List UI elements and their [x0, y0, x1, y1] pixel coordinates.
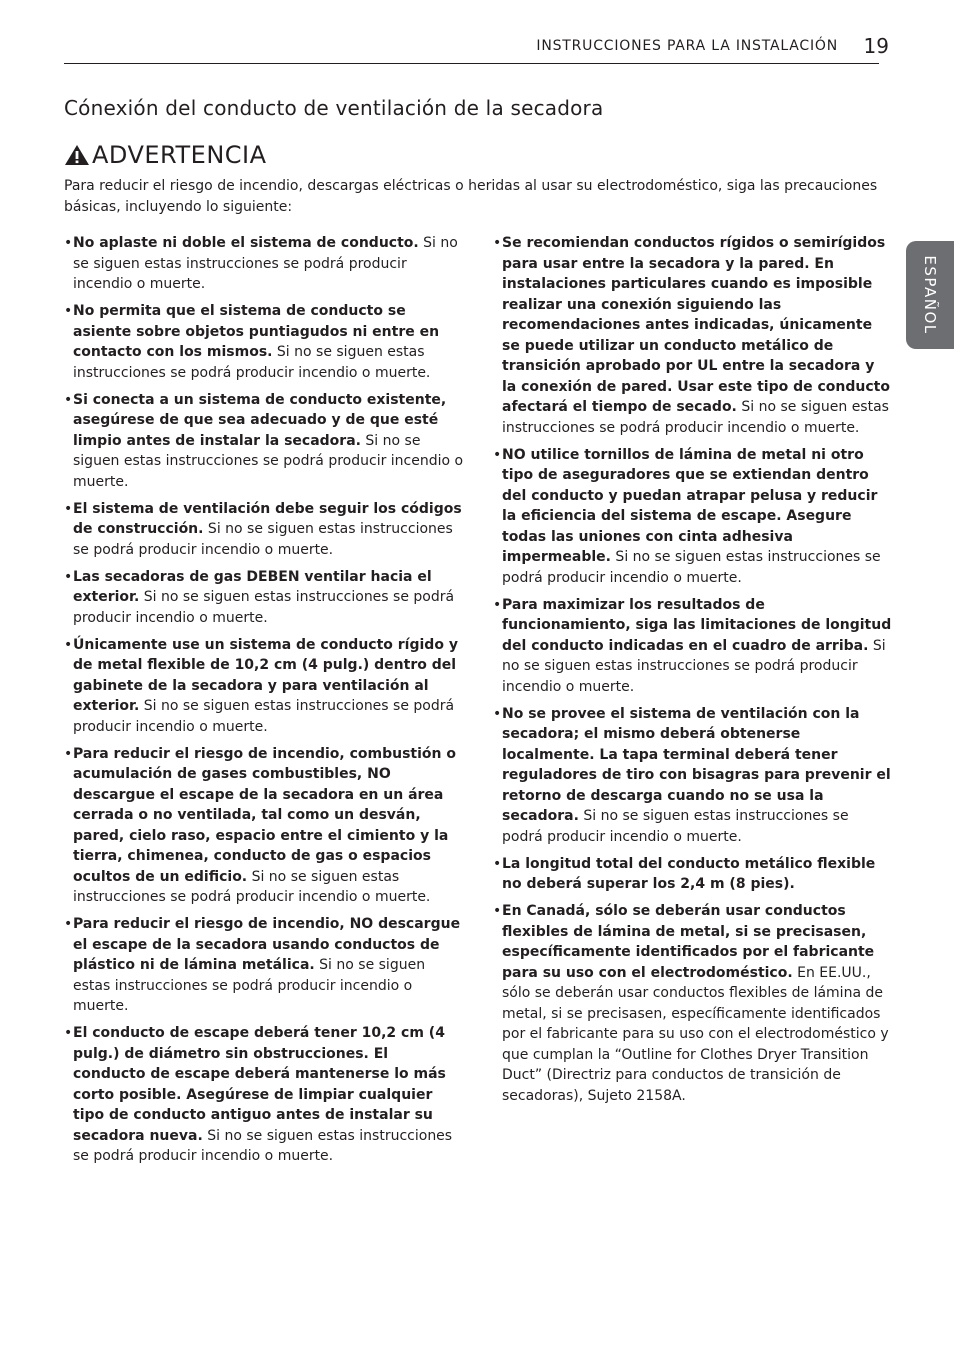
item-bold-text: No aplaste ni doble el sistema de conducto.: [73, 235, 419, 251]
item-text: Si no se siguen estas instrucciones se podrá producir incendio o muerte.: [502, 399, 889, 436]
list-item: [64, 567, 464, 629]
item-text: Si no se siguen estas instrucciones se podrá producir incendio o muerte.: [73, 432, 464, 490]
bullet: •: [64, 235, 73, 251]
item-text: Si no se siguen estas instrucciones se podrá producir incendio o muerte.: [73, 698, 455, 735]
item-text: Si no se siguen estas instrucciones se podrá producir incendio o muerte.: [73, 235, 458, 292]
running-header: INSTRUCCIONES PARA LA INSTALACIÓN: [536, 38, 838, 54]
item-text: En EE.UU., sólo se deberán usar conductos flexibles de lámina de metal, si se precisasen, específicamente identificados por el fabricante para su uso con el electrodoméstico y que cumplan la “Outline for Clothes Dryer Transition Duct” (Directriz para conductos de transición de secadoras), Sujeto 2158A.: [502, 964, 889, 1104]
list-item: [493, 445, 893, 589]
list-item: [64, 301, 464, 383]
item-bold-text: Para maximizar los resultados de funcionamiento, siga las limitaciones de longitud del conducto indicadas en el cuadro de arriba.: [502, 596, 892, 654]
item-text: Si no se siguen estas instrucciones se podrá producir incendio o muerte.: [73, 868, 431, 905]
item-text: Si no se siguen estas instrucciones se podrá producir incendio o muerte.: [73, 521, 453, 558]
list-item: [64, 499, 464, 561]
item-bold-text: Las secadoras de gas DEBEN ventilar hacia el exterior.: [73, 568, 432, 605]
item-text: Si no se siguen estas instrucciones se podrá producir incendio o muerte.: [502, 637, 886, 695]
item-bold-text: El sistema de ventilación debe seguir los códigos de construcción.: [73, 500, 462, 537]
item-text: Si no se siguen estas instrucciones se podrá producir incendio o muerte.: [73, 344, 431, 381]
bullet: •: [493, 596, 502, 613]
page-number: 19: [863, 34, 889, 58]
item-bold-text: Únicamente use un sistema de conducto rígido y de metal flexible de 10,2 cm (4 pulg.) dentro del gabinete de la secadora y para ventilación al exterior.: [73, 636, 458, 714]
bullet: •: [64, 636, 73, 653]
warning-heading: [64, 141, 267, 169]
warning-triangle-icon: [64, 144, 90, 166]
list-item: [493, 233, 893, 438]
bullet: •: [64, 303, 73, 319]
item-bold-text: NO utilice tornillos de lámina de metal ni otro tipo de aseguradores que se extiendan dentro del conducto y puedan atrapar pelusa y reducir la eficiencia del sistema de escape. Asegure todas las uniones con cinta adhesiva impermeable.: [502, 446, 878, 565]
item-text: Si no se siguen estas instrucciones se podrá producir incendio o muerte.: [73, 589, 455, 626]
list-item: [64, 390, 464, 493]
warning-heading-text: ADVERTENCIA: [92, 141, 267, 169]
item-bold-text: La longitud total del conducto metálico flexible no deberá superar los 2,4 m (8 pies).: [502, 855, 876, 892]
item-bold-text: Se recomiendan conductos rígidos o semirígidos para usar entre la secadora y la pared. En instalaciones particulares cuando es imposible realizar una conexión siguiendo las recomendaciones antes indicadas, únicamente se puede utilizar un conducto metálico de transición aprobado por UL entre la secadora y la conexión de pared. Usar este tipo de conducto afectará el tiempo de secado.: [502, 235, 890, 415]
bullet: •: [64, 500, 73, 517]
item-text: Si no se siguen estas instrucciones se podrá producir incendio o muerte.: [73, 957, 426, 1014]
list-item: [64, 635, 464, 738]
header-divider: [64, 63, 879, 64]
list-item: [493, 901, 893, 1106]
item-text: Si no se siguen estas instrucciones se podrá producir incendio o muerte.: [502, 549, 881, 586]
bullet: •: [493, 446, 502, 463]
bullet: •: [64, 391, 73, 408]
language-tab: [906, 241, 954, 349]
bullet: •: [64, 1025, 73, 1041]
bullet: •: [493, 903, 502, 919]
warning-intro: Para reducir el riesgo de incendio, descargas eléctricas o heridas al usar su electrodoméstico, siga las precauciones básicas, incluyendo lo siguiente:: [64, 178, 878, 215]
bullet: •: [64, 745, 73, 762]
list-item: [493, 704, 893, 848]
item-bold-text: No permita que el sistema de conducto se asiente sobre objetos puntiagudos ni entre en contacto con los mismos.: [73, 303, 440, 360]
section-title: Cónexión del conducto de ventilación de la secadora: [64, 96, 604, 120]
bullet: •: [493, 855, 502, 872]
bullet: •: [64, 568, 73, 585]
list-item: [64, 914, 464, 1017]
list-item: [64, 1023, 464, 1167]
item-bold-text: En Canadá, sólo se deberán usar conductos flexibles de lámina de metal, si se precisasen, específicamente identificados por el fabricante para su uso con el electrodoméstico.: [502, 903, 875, 981]
list-item: [493, 595, 893, 698]
item-bold-text: Para reducir el riesgo de incendio, combustión o acumulación de gases combustibles, NO descargue el escape de la secadora en un área cerrada o no ventilada, tal como un desván, pared, cielo raso, espacio entre el cimiento y la tierra, chimenea, conducto de gas o espacios ocultos de un edificio.: [73, 745, 456, 885]
list-item: [64, 233, 464, 295]
warning-list-right: [493, 233, 893, 1113]
warning-list-left: [64, 233, 464, 1173]
list-item: [64, 744, 464, 908]
item-bold-text: El conducto de escape deberá tener 10,2 cm (4 pulg.) de diámetro sin obstrucciones. El conducto de escape deberá mantenerse lo más corto posible. Asegúrese de limpiar cualquier tipo de conducto antiguo antes de instalar su secadora nueva.: [73, 1025, 446, 1144]
item-bold-text: No se provee el sistema de ventilación con la secadora; el mismo deberá obtenerse localmente. La tapa terminal deberá tener reguladores de tiro con bisagras para prevenir el retorno de descarga cuando no se usa la secadora.: [502, 705, 891, 824]
list-item: [493, 854, 893, 895]
bullet: •: [493, 235, 502, 251]
bullet: •: [493, 705, 502, 722]
item-bold-text: Si conecta a un sistema de conducto existente, asegúrese de que sea adecuado y de que esté limpio antes de instalar la secadora.: [73, 391, 447, 449]
bullet: •: [64, 916, 73, 932]
item-bold-text: Para reducir el riesgo de incendio, NO descargue el escape de la secadora usando conductos de plástico ni de lámina metálica.: [73, 916, 461, 973]
language-tab-label: ESPAÑOL: [921, 255, 939, 335]
item-text: Si no se siguen estas instrucciones se podrá producir incendio o muerte.: [73, 1127, 453, 1164]
item-text: Si no se siguen estas instrucciones se podrá producir incendio o muerte.: [502, 808, 849, 845]
